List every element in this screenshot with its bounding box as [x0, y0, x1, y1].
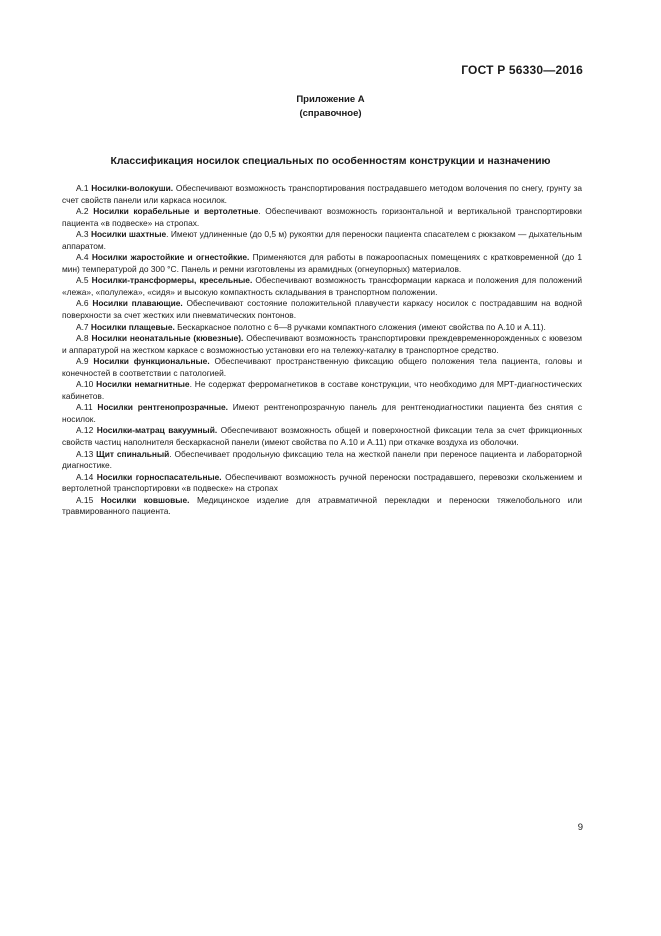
- list-item: [62, 252, 582, 275]
- list-item: [62, 495, 582, 518]
- item-number: А.7: [76, 321, 89, 332]
- item-number: А.13: [76, 448, 94, 459]
- item-term: Носилки-волокуши.: [91, 183, 174, 193]
- list-item: [62, 206, 582, 229]
- list-item: [62, 298, 582, 321]
- item-term: Носилки ковшовые.: [100, 494, 190, 505]
- item-number: А.2: [76, 206, 89, 217]
- item-text: Обеспечивают возможность ручной переноски пострадавшего, перевозки скольжением и вертолетной транспортировки «в подвеске» на стропах: [62, 471, 582, 494]
- list-item: [62, 472, 582, 495]
- annex-title: Приложение А: [296, 94, 365, 105]
- list-item: [62, 333, 582, 356]
- item-number: А.11: [76, 402, 93, 413]
- item-text: Применяются для работы в пожароопасных помещениях с кратковременной (до 1 мин) температурой до 300 °С. Панель и ремни изготовлены из арамидных (огнеупорных) материалов.: [62, 252, 582, 274]
- item-term: Носилки-матрац вакуумный.: [96, 425, 218, 436]
- page-number: 9: [577, 822, 583, 833]
- item-number: А.10: [76, 379, 94, 390]
- item-number: А.14: [76, 471, 94, 482]
- annex-heading: [0, 93, 661, 121]
- standard-number: ГОСТ Р 56330—2016: [461, 63, 583, 77]
- item-term: Носилки горноспасательные.: [96, 471, 222, 482]
- item-text: . Обеспечивают возможность горизонтальной и вертикальной транспортировки пациента «в подвеске» на стропах.: [62, 206, 582, 228]
- item-text: Обеспечивают возможность транспортирования пострадавшего методом волочения по снегу, грунту за счет свойств панели или каркаса носилок.: [62, 183, 583, 205]
- item-term: Носилки функциональные.: [93, 356, 210, 367]
- item-text: . Имеют удлиненные (до 0,5 м) рукоятки для переноски пациента спасателем с рюкзаком — дыхательным аппаратом.: [62, 229, 582, 251]
- item-term: Носилки корабельные и вертолетные: [93, 206, 259, 217]
- list-item: [62, 229, 582, 252]
- item-term: Носилки-трансформеры, кресельные.: [91, 275, 253, 286]
- item-text: Обеспечивают возможность трансформации каркаса и положения для положений «лежа», «полулежа», «сидя» и высокую компактность складывания в транспортном положении.: [62, 275, 582, 297]
- item-number: А.8: [76, 333, 89, 344]
- item-term: Носилки плавающие.: [92, 298, 183, 309]
- list-item: [62, 379, 582, 402]
- list-item: [62, 425, 582, 448]
- item-number: А.15: [76, 494, 94, 505]
- list-item: [62, 183, 582, 206]
- item-number: А.9: [76, 356, 89, 367]
- item-number: А.12: [76, 425, 94, 436]
- section-title: Классификация носилок специальных по особенностям конструкции и назначению: [110, 155, 551, 167]
- list-item: [62, 356, 582, 379]
- items-list: [62, 183, 582, 518]
- item-number: А.6: [76, 298, 89, 309]
- item-number: А.4: [76, 252, 89, 263]
- item-text: Обеспечивают возможность общей и поверхностной фиксации тела за счет фрикционных свойств частиц наполнителя бескаркасной панели (имеют свойства по А.10 и А.11) при откачке воздуха из оболочки.: [62, 425, 583, 448]
- item-text: Обеспечивают возможность транспортировки преждевременнорожденных с кювезом и аппаратурой на жестком каркасе с возможностью установки его на тележку-каталку в транспортное средство.: [62, 333, 583, 355]
- item-term: Щит спинальный: [96, 448, 170, 459]
- item-text: . Обеспечивает продольную фиксацию тела на жесткой панели при переносе пациента и лабораторной диагностике.: [62, 448, 582, 471]
- item-term: Носилки шахтные: [90, 229, 167, 240]
- list-item: [62, 449, 582, 472]
- list-item: [62, 402, 582, 425]
- item-term: Носилки рентгенопрозрачные.: [97, 402, 228, 413]
- item-text: Обеспечивают состояние положительной плавучести каркасу носилок с пострадавшим на водной поверхности за счет жестких или пневматических понтонов.: [62, 298, 583, 321]
- item-number: А.1: [76, 183, 89, 193]
- item-text: Бескаркасное полотно с 6—8 ручками компактного сложения (имеют свойства по А.10 и А.11).: [177, 321, 546, 332]
- item-number: А.5: [76, 275, 89, 286]
- item-term: Носилки жаростойкие и огнестойкие.: [91, 252, 250, 263]
- list-item: [62, 275, 582, 298]
- list-item: [62, 322, 582, 334]
- item-text: Медицинское изделие для атравматичной перекладки и переноски тяжелобольного или травмированного пациента.: [62, 494, 583, 517]
- item-text: Обеспечивают пространственную фиксацию общего положения тела пациента, головы и конечностей в соответствии с патологией.: [62, 356, 583, 378]
- annex-status: (справочное): [299, 108, 362, 119]
- item-text: . Не содержат ферромагнетиков в составе конструкции, что необходимо для МРТ-диагностических кабинетов.: [62, 379, 582, 401]
- item-term: Носилки плащевые.: [90, 321, 175, 332]
- item-term: Носилки немагнитные: [96, 379, 190, 390]
- item-term: Носилки неонатальные (кювезные).: [91, 333, 244, 344]
- item-text: Имеют рентгенопрозрачную панель для рентгенодиагностики пациента без снятия с носилок.: [62, 402, 583, 424]
- item-number: А.3: [76, 229, 89, 240]
